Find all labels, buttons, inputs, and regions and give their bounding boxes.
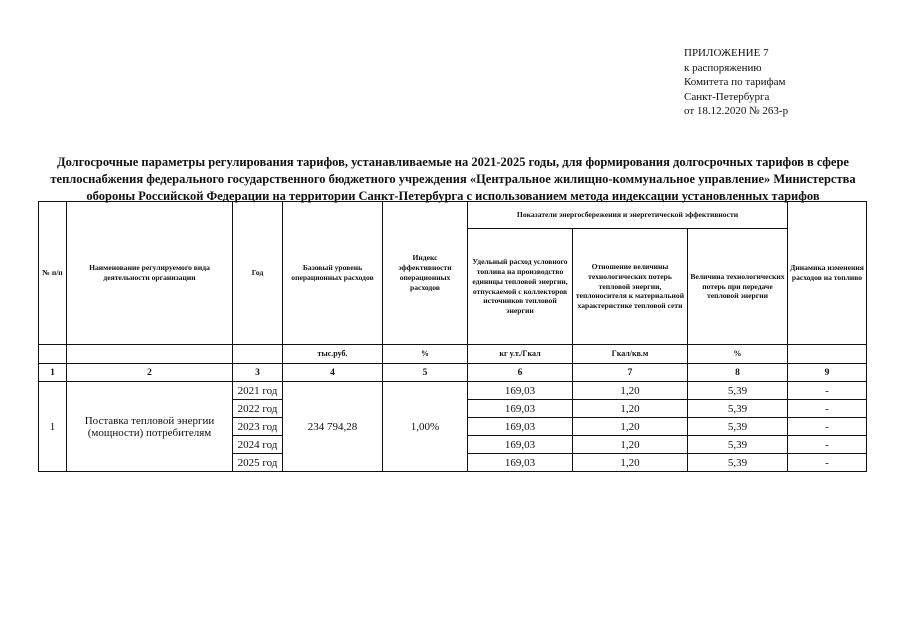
appendix-block: [684, 46, 788, 119]
year-cell: 2024 год: [233, 436, 283, 454]
efficiency-index-value: 1,00%: [383, 382, 468, 472]
column-index: 8: [688, 364, 788, 382]
title-line: Долгосрочные параметры регулирования тарифов, устанавливаемые на 2021-2025 годы, для формирования долгосрочных тарифов в сфере: [57, 155, 849, 169]
fuel-value: 169,03: [468, 382, 573, 400]
appendix-line: от 18.12.2020 № 263-р: [684, 105, 789, 118]
ratio-value: 1,20: [573, 400, 688, 418]
unit-empty: [39, 345, 67, 364]
header-fuel-dynamics: Динамика изменения расходов на топливо: [788, 202, 867, 345]
unit-fuel: кг у.т./Гкал: [468, 345, 573, 364]
unit-empty: [67, 345, 233, 364]
unit-base: тыс.руб.: [283, 345, 383, 364]
header-fuel-consumption: Удельный расход условного топлива на производство единицы тепловой энергии, отпускаемой с коллекторов источников тепловой энергии: [468, 229, 573, 345]
header-efficiency-index: Индекс эффективности операционных расходов: [383, 202, 468, 345]
losses-value: 5,39: [688, 400, 788, 418]
fuel-value: 169,03: [468, 400, 573, 418]
header-energy-group: Показатели энергосбережения и энергетической эффективности: [468, 202, 788, 229]
appendix-line: Санкт-Петербурга: [684, 90, 770, 103]
dynamics-value: -: [788, 454, 867, 472]
column-index: 4: [283, 364, 383, 382]
tariff-parameters-table: [38, 201, 867, 472]
ratio-value: 1,20: [573, 454, 688, 472]
dynamics-value: -: [788, 436, 867, 454]
losses-value: 5,39: [688, 436, 788, 454]
ratio-value: 1,20: [573, 436, 688, 454]
column-index: 6: [468, 364, 573, 382]
header-year: Год: [233, 202, 283, 345]
title-line: обороны Российской Федерации на территории Санкт-Петербурга с использованием метода индексации установленных тарифов: [86, 189, 820, 203]
fuel-value: 169,03: [468, 436, 573, 454]
losses-value: 5,39: [688, 454, 788, 472]
appendix-line: Комитета по тарифам: [684, 76, 786, 89]
losses-value: 5,39: [688, 418, 788, 436]
unit-empty: [233, 345, 283, 364]
year-cell: 2025 год: [233, 454, 283, 472]
appendix-line: к распоряжению: [684, 61, 762, 74]
row-number: 1: [39, 382, 67, 472]
header-base-opex: Базовый уровень операционных расходов: [283, 202, 383, 345]
title-line: теплоснабжения федерального государственного бюджетного учреждения «Центральное жилищно-коммунальное управление» Министерства: [50, 172, 856, 186]
year-cell: 2022 год: [233, 400, 283, 418]
fuel-value: 169,03: [468, 418, 573, 436]
column-index: 7: [573, 364, 688, 382]
ratio-value: 1,20: [573, 382, 688, 400]
header-loss-ratio: Отношение величины технологических потерь тепловой энергии, теплоносителя к материальной характеристике тепловой сети: [573, 229, 688, 345]
ratio-value: 1,20: [573, 418, 688, 436]
losses-value: 5,39: [688, 382, 788, 400]
dynamics-value: -: [788, 400, 867, 418]
row-activity: Поставка тепловой энергии (мощности) потребителям: [67, 382, 233, 472]
unit-index: %: [383, 345, 468, 364]
dynamics-value: -: [788, 418, 867, 436]
unit-empty: [788, 345, 867, 364]
column-index: 9: [788, 364, 867, 382]
year-cell: 2021 год: [233, 382, 283, 400]
table-row: [39, 382, 867, 400]
fuel-value: 169,03: [468, 454, 573, 472]
document-title: [38, 154, 868, 205]
header-activity: Наименование регулируемого вида деятельности организации: [67, 202, 233, 345]
unit-ratio: Гкал/кв.м: [573, 345, 688, 364]
base-opex-value: 234 794,28: [283, 382, 383, 472]
column-index: 1: [39, 364, 67, 382]
dynamics-value: -: [788, 382, 867, 400]
column-index: 5: [383, 364, 468, 382]
unit-losses: %: [688, 345, 788, 364]
header-num: № п/п: [39, 202, 67, 345]
year-cell: 2023 год: [233, 418, 283, 436]
column-index: 3: [233, 364, 283, 382]
appendix-line: ПРИЛОЖЕНИЕ 7: [684, 47, 769, 59]
header-tech-losses: Величина технологических потерь при передаче тепловой энергии: [688, 229, 788, 345]
column-index: 2: [67, 364, 233, 382]
